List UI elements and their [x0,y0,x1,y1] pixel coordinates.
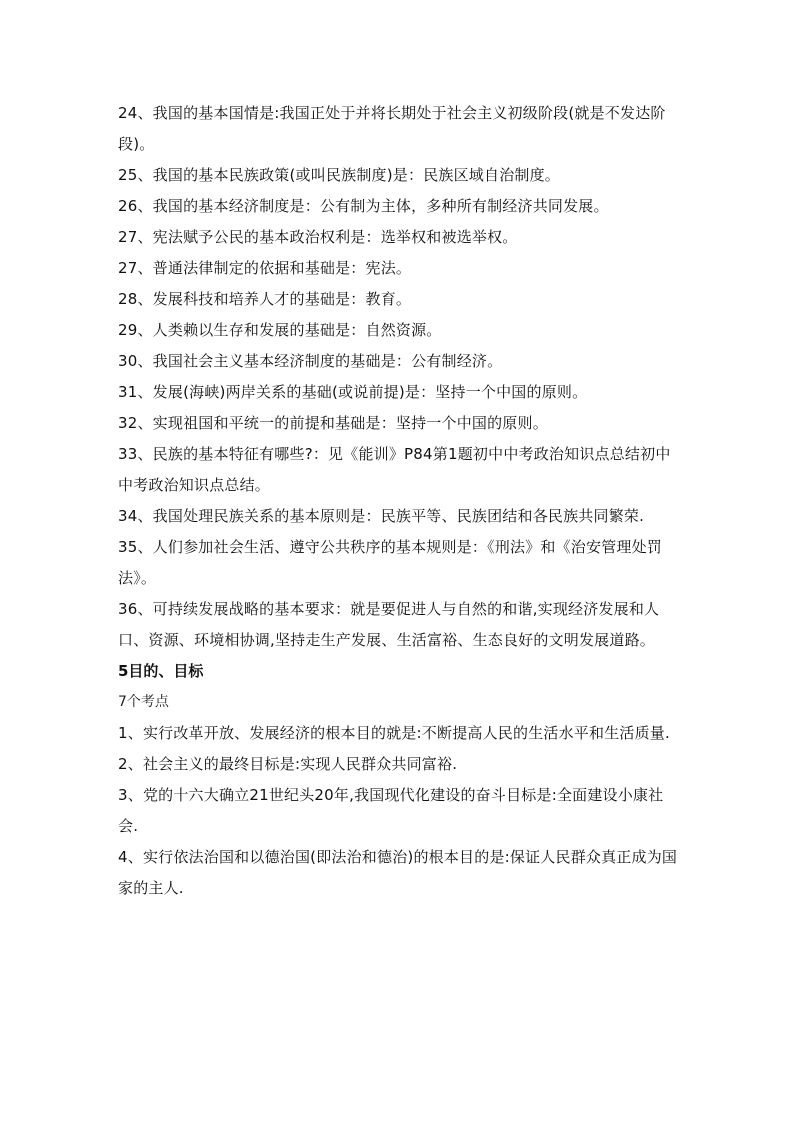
document-body [118,98,678,904]
paragraph-28: 28、发展科技和培养人才的基础是：教育。 [118,290,412,308]
paragraph-27a: 27、宪法赋予公民的基本政治权利是：选举权和被选举权。 [118,228,518,246]
paragraph-32: 32、实现祖国和平统一的前提和基础是：坚持一个中国的原则。 [118,414,548,432]
paragraph-27b: 27、普通法律制定的依据和基础是：宪法。 [118,259,412,277]
paragraph-34: 34、我国处理民族关系的基本原则是：民族平等、民族团结和各民族共同繁荣. [118,507,645,525]
goal-paragraph-4: 4、实行依法治国和以德治国(即法治和德治)的根本目的是:保证人民群众真正成为国家的主人. [118,848,678,897]
paragraph-33: 33、民族的基本特征有哪些?：见《能训》P84第1题初中中考政治知识点总结初中中考政治知识点总结。 [118,445,671,494]
paragraph-35: 35、人们参加社会生活、遵守公共秩序的基本规则是：《刑法》和《治安管理处罚法》。 [118,538,662,587]
paragraph-36: 36、可持续发展战略的基本要求：就是要促进人与自然的和谐,实现经济发展和人口、资源、环境相协调,坚持走生产发展、生活富裕、生态良好的文明发展道路。 [118,600,660,649]
goal-paragraph-2: 2、社会主义的最终目标是:实现人民群众共同富裕. [118,755,458,773]
section-heading: 5目的、目标 [118,662,204,680]
paragraph-29: 29、人类赖以生存和发展的基础是：自然资源。 [118,321,442,339]
paragraph-26: 26、我国的基本经济制度是：公有制为主体，多种所有制经济共同发展。 [118,197,609,215]
paragraph-30: 30、我国社会主义基本经济制度的基础是：公有制经济。 [118,352,503,370]
goal-paragraph-1: 1、实行改革开放、发展经济的根本目的就是:不断提高人民的生活水平和生活质量. [118,724,670,742]
section-subtitle: 7个考点 [118,694,169,710]
paragraph-25: 25、我国的基本民族政策(或叫民族制度)是：民族区域自治制度。 [118,166,560,184]
goal-paragraph-3: 3、党的十六大确立21世纪头20年,我国现代化建设的奋斗目标是:全面建设小康社会. [118,786,664,835]
paragraph-31: 31、发展(海峡)两岸关系的基础(或说前提)是：坚持一个中国的原则。 [118,383,588,401]
paragraph-24: 24、我国的基本国情是:我国正处于并将长期处于社会主义初级阶段(就是不发达阶段)。 [118,104,666,153]
